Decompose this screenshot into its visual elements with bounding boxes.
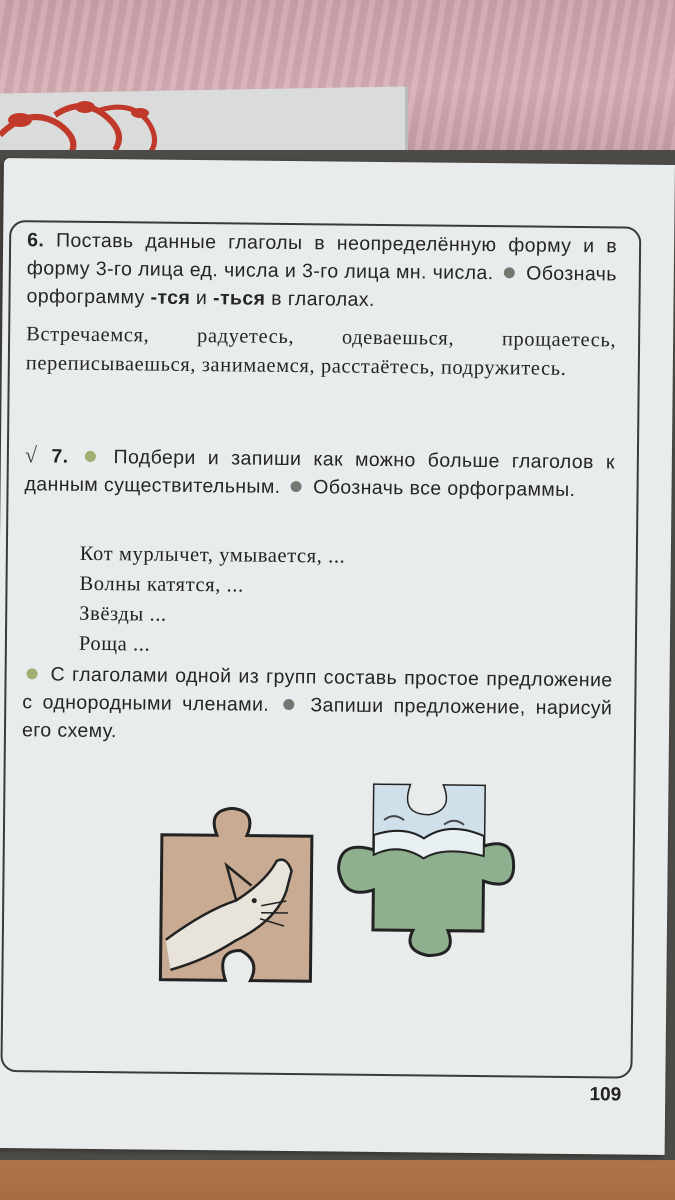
- task-6: [26, 226, 618, 384]
- bullet-icon: [85, 451, 96, 462]
- task-7-examples: [79, 539, 500, 663]
- task-7-text-part2: Обозначь все орфограммы.: [313, 476, 576, 502]
- task-6-instruction: [26, 226, 617, 316]
- task-6-words: Встречаемся, радуетесь, одеваешься, прощаетесь, переписываешься, занимаемся, расстаётесь, подружитесь.: [25, 323, 617, 380]
- task-7-text-part1: Подбери и запиши как можно больше глаголов к данным существительным.: [24, 446, 615, 498]
- example-line: Роща ...: [78, 632, 151, 656]
- cat-puzzle-piece-icon: [155, 800, 317, 987]
- task-6-number: 6.: [27, 229, 45, 252]
- task-7-extra-part2: Запиши предложение, нарисуй его схему.: [21, 694, 613, 743]
- textbook-page: [0, 158, 675, 1155]
- task-7-extra: [22, 660, 613, 750]
- suffix-tsya-soft: -ться: [213, 287, 266, 310]
- bullet-icon: [283, 699, 294, 710]
- task-7-extra-instruction: [22, 660, 613, 750]
- check-mark: √: [24, 442, 38, 468]
- task-7: [24, 441, 615, 504]
- page-number: 109: [589, 1084, 622, 1106]
- example-line: Звёзды ...: [79, 602, 167, 626]
- bullet-icon: [290, 481, 301, 492]
- suffix-tsya: -тся: [150, 286, 191, 309]
- bullet-icon: [503, 267, 514, 278]
- task-6-text-part2: Обозначь орфограмму: [26, 262, 617, 309]
- example-line: Кот мурлычет, умывается, ...: [79, 542, 346, 568]
- example-line: Волны катятся, ...: [79, 572, 244, 597]
- sea-puzzle-piece-icon: [333, 779, 520, 961]
- bullet-icon: [27, 668, 38, 679]
- task-7-instruction: [24, 441, 615, 504]
- task-6-conj: и: [195, 287, 208, 310]
- task-6-text-end: в глаголах.: [271, 287, 375, 311]
- task-7-extra-part1: С глаголами одной из групп составь простое предложение с однородными членами.: [22, 663, 613, 716]
- task-6-text-part1: Поставь данные глаголы в неопределённую форму и в форму 3-го лица ед. числа и 3-го лица мн. числа.: [26, 229, 618, 285]
- task-7-number: 7.: [51, 445, 69, 468]
